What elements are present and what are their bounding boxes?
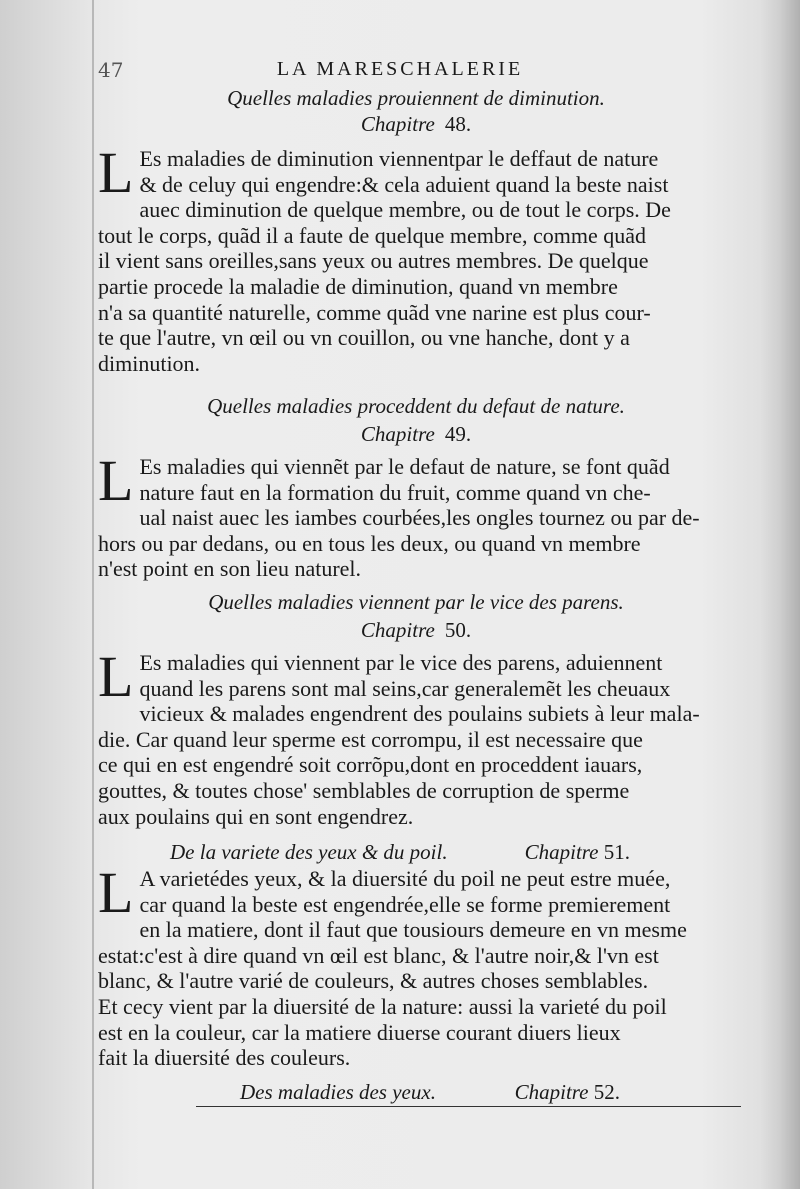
gutter-line xyxy=(92,0,94,1189)
chapter-52-heading xyxy=(240,1080,620,1105)
chapter-51-heading xyxy=(170,840,630,865)
bottom-rule xyxy=(196,1106,741,1107)
text-line: partie procede la maladie de diminution, quand vn membre xyxy=(98,273,618,299)
chapter-51-number: 51. xyxy=(603,840,630,864)
chapter-52-label-group xyxy=(515,1080,620,1105)
text-line: Es maladies de diminution viennentpar le deffaut de nature xyxy=(139,146,659,171)
chapter-48-heading xyxy=(96,112,736,137)
chapter-51-title: De la variete des yeux & du poil. xyxy=(170,840,448,864)
text-line: ual naist auec les iambes courbées,les ongles tournez ou par de- xyxy=(139,505,700,531)
text-line: il vient sans oreilles,sans yeux ou autres membres. De quelque xyxy=(98,248,649,274)
chapter-49-number: 49. xyxy=(444,422,472,446)
chapter-50-heading xyxy=(96,618,736,643)
text-line: car quand la beste est engendrée,elle se forme premierement xyxy=(139,891,671,917)
chapter-49-dropcap: L xyxy=(98,448,134,513)
text-line: tout le corps, quãd il a faute de quelque membre, comme quãd xyxy=(98,222,646,248)
text-line: diminution. xyxy=(98,350,201,376)
chapter-52-number: 52. xyxy=(593,1080,620,1104)
chapter-51-body xyxy=(98,860,738,1071)
text-line: en la matiere, dont il faut que tousiours demeure en vn mesme xyxy=(139,917,687,943)
chapter-51-label: Chapitre xyxy=(524,840,599,864)
chapter-49-body xyxy=(98,448,738,582)
page-edge-shadow xyxy=(760,0,800,1189)
text-line: A varietédes yeux, & la diuersité du poil ne peut estre muée, xyxy=(139,866,671,891)
chapter-48-title: Quelles maladies prouiennent de diminution. xyxy=(227,86,605,110)
text-line: nature faut en la formation du fruit, comme quand vn che- xyxy=(139,479,651,505)
text-line: gouttes, & toutes chose' semblables de corruption de sperme xyxy=(98,777,630,803)
text-line: Et cecy vient par la diuersité de la nature: aussi la varieté du poil xyxy=(98,993,667,1019)
text-line: n'a sa quantité naturelle, comme quãd vne narine est plus cour- xyxy=(98,299,651,325)
chapter-48-dropcap: L xyxy=(98,140,134,205)
text-line: ce qui en est engendré soit corrõpu,dont en proceddent iauars, xyxy=(98,752,643,778)
text-line: die. Car quand leur sperme est corrompu, il est necessaire que xyxy=(98,726,643,752)
text-line: Es maladies qui viennent par le vice des parens, aduiennent xyxy=(139,650,663,675)
chapter-50-title: Quelles maladies viennent par le vice des parens. xyxy=(208,590,624,614)
text-line: hors ou par dedans, ou en tous les deux, ou quand vn membre xyxy=(98,530,641,556)
text-line: vicieux & malades engendrent des poulains subiets à leur mala- xyxy=(139,701,700,727)
chapter-48-label: Chapitre xyxy=(360,112,435,136)
text-line: auec diminution de quelque membre, ou de tout le corps. De xyxy=(139,197,671,223)
text-line: quand les parens sont mal seins,car generalemẽt les cheuaux xyxy=(139,675,671,701)
text-line: estat:c'est à dire quand vn œil est blanc, & l'autre noir,& l'vn est xyxy=(98,942,659,968)
chapter-48-number: 48. xyxy=(444,112,472,136)
text-line: te que l'autre, vn œil ou vn couillon, ou vne hanche, dont y a xyxy=(98,325,630,351)
text-line: n'est point en son lieu naturel. xyxy=(98,556,362,582)
text-line: est en la couleur, car la matiere diuerse courant diuers lieux xyxy=(98,1019,621,1045)
chapter-49-heading xyxy=(96,422,736,447)
chapter-52-title: Des maladies des yeux. xyxy=(240,1080,436,1104)
text-line: aux poulains qui en sont engendrez. xyxy=(98,803,414,829)
chapter-50-label: Chapitre xyxy=(360,618,435,642)
chapter-49-title: Quelles maladies proceddent du defaut de nature. xyxy=(207,394,625,418)
text-line: Es maladies qui viennẽt par le defaut de nature, se font quãd xyxy=(139,454,670,479)
chapter-50-dropcap: L xyxy=(98,644,134,709)
chapter-49-label: Chapitre xyxy=(360,422,435,446)
chapter-50-number: 50. xyxy=(444,618,472,642)
text-line: fait la diuersité des couleurs. xyxy=(98,1045,351,1071)
folio-number: 47 xyxy=(98,58,124,82)
chapter-52-label: Chapitre xyxy=(514,1080,589,1104)
chapter-51-dropcap: L xyxy=(98,860,134,925)
running-head: LA MARESCHALERIE xyxy=(276,58,524,80)
chapter-50-body xyxy=(98,644,738,829)
chapter-51-label-group xyxy=(525,840,630,865)
text-line: blanc, & l'autre varié de couleurs, & autres choses semblables. xyxy=(98,968,649,994)
text-line: & de celuy qui engendre:& cela aduient quand la beste naist xyxy=(139,171,669,197)
chapter-48-body xyxy=(98,140,738,376)
